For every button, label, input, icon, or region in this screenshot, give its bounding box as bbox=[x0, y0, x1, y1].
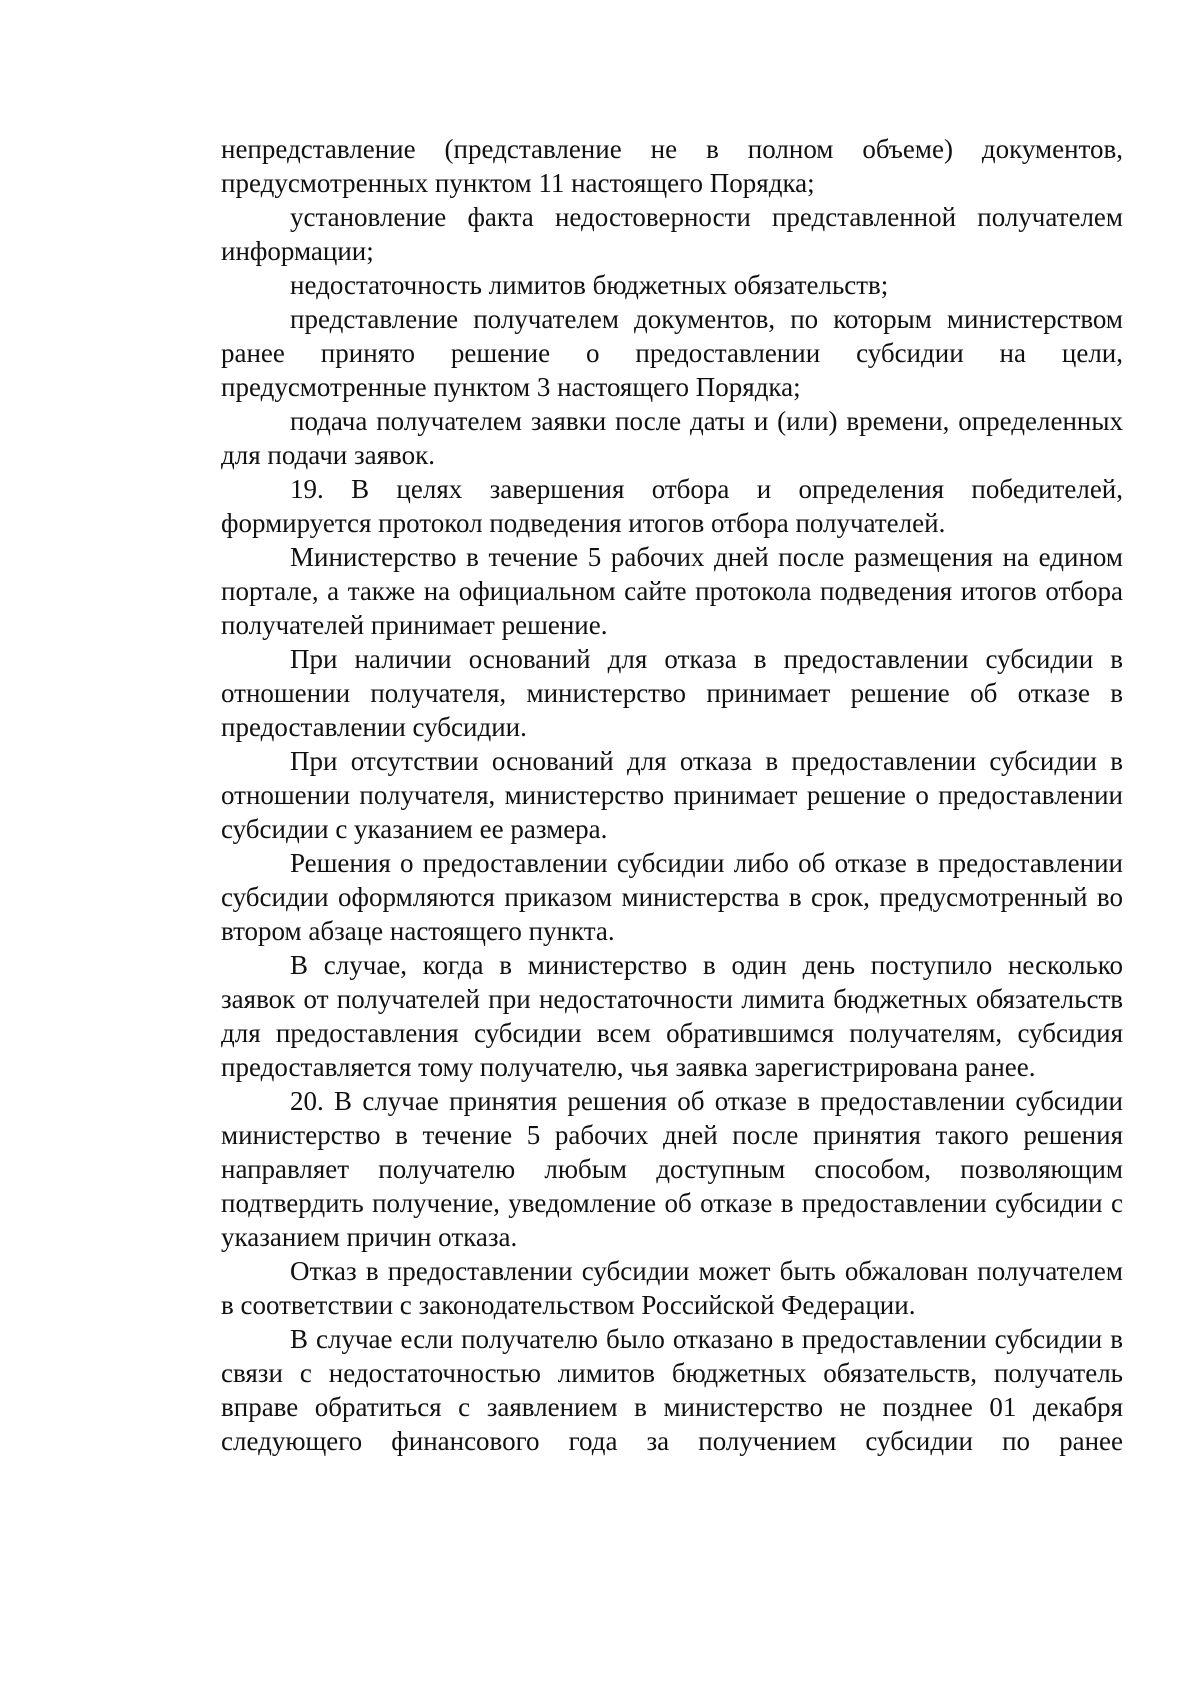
document-body bbox=[221, 132, 1123, 1458]
paragraph-14-line-1: В случае если получателю было отказано в предоставлении субсидии в bbox=[290, 1324, 1123, 1354]
paragraph-13: Отказ в предоставлении субсидии может быть обжалован получателем в соответствии с законодательством Российской Федерации. bbox=[221, 1256, 1123, 1320]
paragraph-14-line-3: вправе обратиться с заявлением в министерство не позднее 01 декабря bbox=[221, 1392, 1123, 1422]
paragraph-5: подача получателем заявки после даты и (или) времени, определенных для подачи заявок. bbox=[221, 406, 1123, 470]
paragraph-2: установление факта недостоверности представленной получателем информации; bbox=[221, 202, 1123, 266]
paragraph-7: Министерство в течение 5 рабочих дней после размещения на едином портале, а также на официальном сайте протокола подведения итогов отбора получателей принимает решение. bbox=[221, 542, 1123, 640]
paragraph-4: представление получателем документов, по которым министерством ранее принято решение о предоставлении субсидии на цели, предусмотренные пунктом 3 настоящего Порядка; bbox=[221, 304, 1123, 402]
paragraph-11: В случае, когда в министерство в один день поступило несколько заявок от получателей при недостаточности лимита бюджетных обязательств для предоставления субсидии всем обратившимся получателям, субсидия предоставляется тому получателю, чья заявка зарегистрирована ранее. bbox=[221, 950, 1123, 1082]
paragraph-14 bbox=[221, 1322, 1123, 1458]
paragraph-14-line-2: связи с недостаточностью лимитов бюджетных обязательств, получатель bbox=[221, 1358, 1123, 1388]
paragraph-14-line-4: следующего финансового года за получением субсидии по ранее bbox=[221, 1426, 1123, 1456]
paragraph-10: Решения о предоставлении субсидии либо об отказе в предоставлении субсидии оформляются приказом министерства в срок, предусмотренный во втором абзаце настоящего пункта. bbox=[221, 848, 1123, 946]
paragraph-12: 20. В случае принятия решения об отказе в предоставлении субсидии министерство в течение 5 рабочих дней после принятия такого решения направляет получателю любым доступным способом, позволяющим подтвердить получение, уведомление об отказе в предоставлении субсидии с указанием причин отказа. bbox=[221, 1086, 1123, 1252]
paragraph-6: 19. В целях завершения отбора и определения победителей, формируется протокол подведения итогов отбора получателей. bbox=[221, 474, 1123, 538]
paragraph-8: При наличии оснований для отказа в предоставлении субсидии в отношении получателя, министерство принимает решение об отказе в предоставлении субсидии. bbox=[221, 644, 1123, 742]
paragraph-1: непредставление (представление не в полном объеме) документов, предусмотренных пунктом 11 настоящего Порядка; bbox=[221, 134, 1123, 198]
paragraph-3: недостаточность лимитов бюджетных обязательств; bbox=[290, 270, 889, 300]
paragraph-9: При отсутствии оснований для отказа в предоставлении субсидии в отношении получателя, министерство принимает решение о предоставлении субсидии с указанием ее размера. bbox=[221, 746, 1123, 844]
